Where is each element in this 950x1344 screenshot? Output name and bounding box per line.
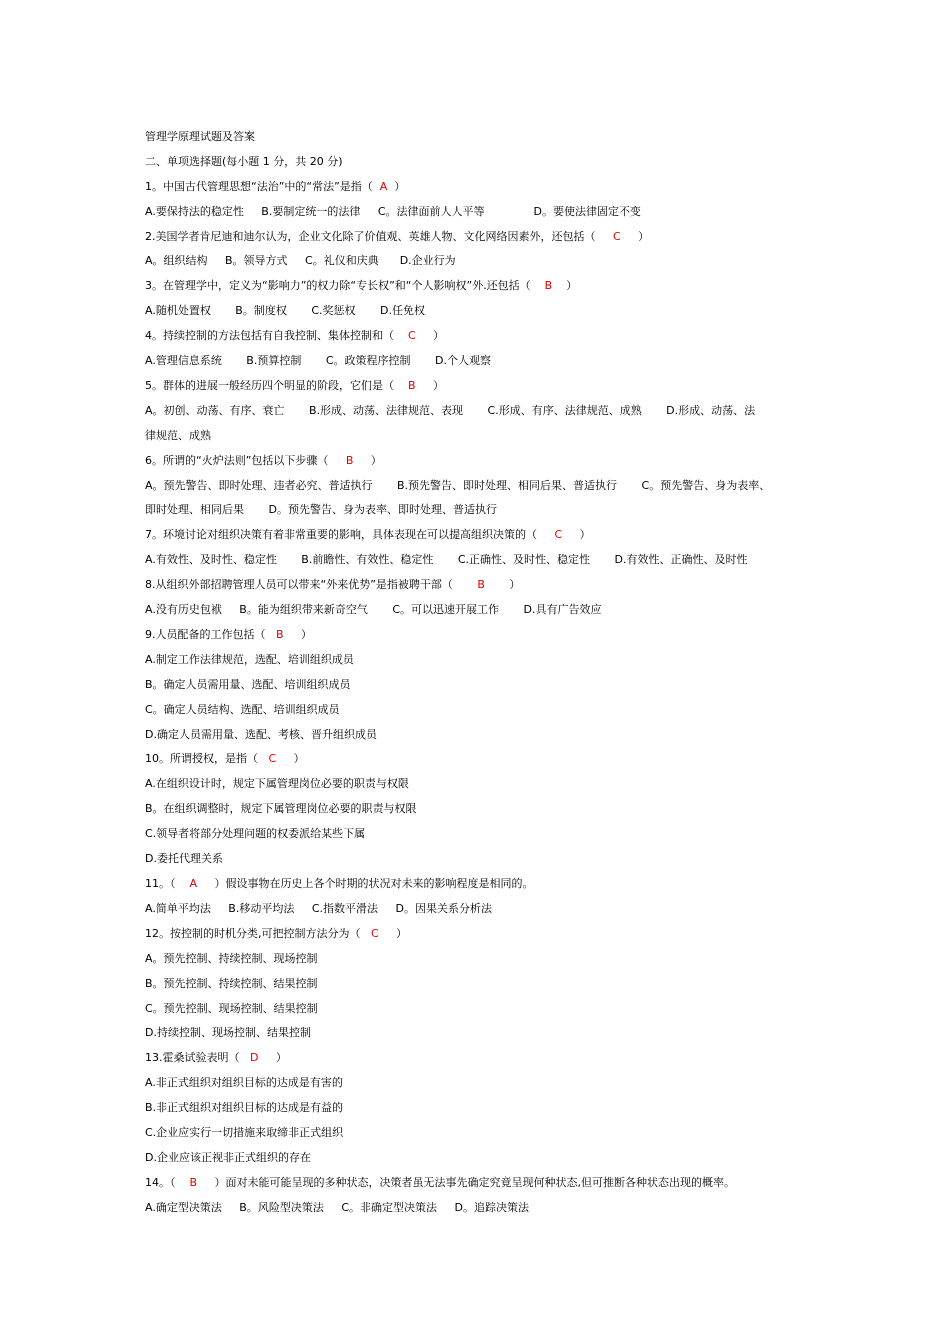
document-page [145,125,825,1221]
question-text: 14。（ [145,1175,190,1189]
question-text: 1。中国古代管理思想“法治”中的“常法”是指（ [145,179,380,193]
question-stem [145,747,825,772]
question-text-tail: ） [484,578,521,592]
answer-letter: C [268,752,277,766]
answer-letter: B [407,378,416,392]
question-text: 8.从组织外部招聘管理人员可以带来“外来优势”是指被聘干部（ [145,578,478,592]
question-stem [145,324,825,349]
question-stem [145,374,825,399]
question-text: 5。群体的进展一般经历四个明显的阶段，它们是（ [145,378,408,392]
question-text-tail: ）假设事物在历史上各个时期的状况对未来的影响程度是相同的。 [197,877,534,890]
question-text-tail: ）面对未能可能呈现的多种状态，决策者虽无法事先确定究竟呈现何种状态,但可推断各种状态出现的概率。 [197,1175,736,1189]
answer-letter: C [612,229,621,243]
question-stem [145,623,825,648]
question-stem [145,175,825,200]
question-text: 2.美国学者肯尼迪和迪尔认为，企业文化除了价值观、英雄人物、文化网络因素外，还包括（ [145,229,613,243]
answer-letter: B [477,578,485,592]
question-text: 12。按控制的时机分类,可把控制方法分为（ [145,926,371,940]
question-text-tail: ） [415,329,445,343]
question-text: 11。（ [145,877,190,890]
answer-letter: B [345,453,354,467]
question-text: 4。持续控制的方法包括有自我控制、集体控制和（ [145,329,408,343]
question-stem [145,274,825,299]
answer-options: A.简单平均法 B.移动平均法 C.指数平滑法 D。因果关系分析法 [145,901,492,915]
answer-letter: B [544,279,553,293]
answer-options: A.在组织设计时，规定下属管理岗位必要的职责与权限 B。在组织调整时，规定下属管理岗位必要的职责与权限 C.领导者将部分处理问题的权委派给某些下属 D.委托代理关系 [145,777,417,866]
answer-letter: D [249,1051,259,1065]
question-text: 6。所谓的“火炉法则”包括以下步骤（ [145,453,346,467]
answer-options: A。初创、动荡、有序、衰亡 B.形成、动荡、法律规范、表现 C.形成、有序、法律规范、成熟 D.形成、动荡、法 律规范、成熟 [145,403,756,442]
question-stem [145,1171,825,1196]
answer-options: A.有效性、及时性、稳定性 B.前瞻性、有效性、稳定性 C.正确性、及时性、稳定性 D.有效性、正确性、及时性 [145,553,748,567]
question-stem [145,1046,825,1071]
question-stem [145,523,825,548]
answer-options: A。组织结构 B。领导方式 C。礼仪和庆典 D.企业行为 [145,254,456,268]
question-text: 10。所谓授权，是指（ [145,752,269,766]
question-text-tail: ） [378,926,408,940]
question-text-tail: ） [415,378,445,392]
answer-options: A.制定工作法律规范，选配、培训组织成员 B。确定人员需用量、选配、培训组织成员 C。确定人员结构、选配、培训组织成员 D.确定人员需用量、选配、考核、晋升组织成员 [145,652,377,741]
question-text: 9.人员配备的工作包括（ [145,627,276,641]
document-title: 管理学原理试题及答案 [145,130,255,143]
question-stem [145,872,825,897]
question-stem [145,573,825,598]
question-text-tail: ） [552,279,578,293]
answer-options: A.没有历史包袱 B。能为组织带来新奇空气 C。可以迅速开展工作 D.具有广告效应 [145,603,602,617]
question-text-tail: ） [283,627,313,641]
answer-options: A.确定型决策法 B。风险型决策法 C。非确定型决策法 D。追踪决策法 [145,1200,529,1214]
answer-letter: C [407,329,416,343]
answer-letter: B [189,1175,198,1189]
answer-options: A.要保持法的稳定性 B.要制定统一的法律 C。法律面前人人平等 D。要使法律固定不变 [145,204,641,218]
answer-options: A.管理信息系统 B.预算控制 C。政策程序控制 D.个人观察 [145,354,491,368]
answer-letter: C [370,926,379,940]
question-stem [145,922,825,947]
answer-options: A。预先警告、即时处理、违者必究、普适执行 B.预先警告、即时处理、相同后果、普适执行 C。预先警告、身为表率、 即时处理、相同后果 D。预先警告、身为表率、即时处理、普适执行 [145,478,771,517]
question-text: 13.霍桑试验表明（ [145,1051,250,1065]
question-text-tail: ） [562,528,591,542]
answer-options: A.随机处置权 B。制度权 C.奖惩权 D.任免权 [145,304,425,318]
question-text-tail: ） [620,229,650,243]
question-list [145,175,825,1221]
question-text: 7。环境讨论对组织决策有着非常重要的影响，具体表现在可以提高组织决策的（ [145,528,555,542]
section-heading: 二、单项选择题(每小题 1 分，共 20 分) [145,154,343,168]
answer-letter: A [189,877,198,890]
question-text: 3。在管理学中，定义为“影响力”的权力除“专长权”和“个人影响权”外.还包括（ [145,279,545,293]
answer-letter: A [379,179,388,193]
answer-letter: C [554,528,563,542]
question-text-tail: ） [276,752,305,766]
question-text-tail: ） [387,179,406,193]
question-text-tail: ） [353,453,382,467]
question-stem [145,449,825,474]
answer-options: A。预先控制、持续控制、现场控制 B。预先控制、持续控制、结果控制 C。预先控制、现场控制、结果控制 D.持续控制、现场控制、结果控制 [145,951,318,1040]
answer-letter: B [275,627,284,641]
question-stem [145,225,825,250]
question-text-tail: ） [258,1051,287,1065]
answer-options: A.非正式组织对组织目标的达成是有害的 B.非正式组织对组织目标的达成是有益的 C.企业应实行一切措施来取缔非正式组织 D.企业应该正视非正式组织的存在 [145,1076,344,1164]
